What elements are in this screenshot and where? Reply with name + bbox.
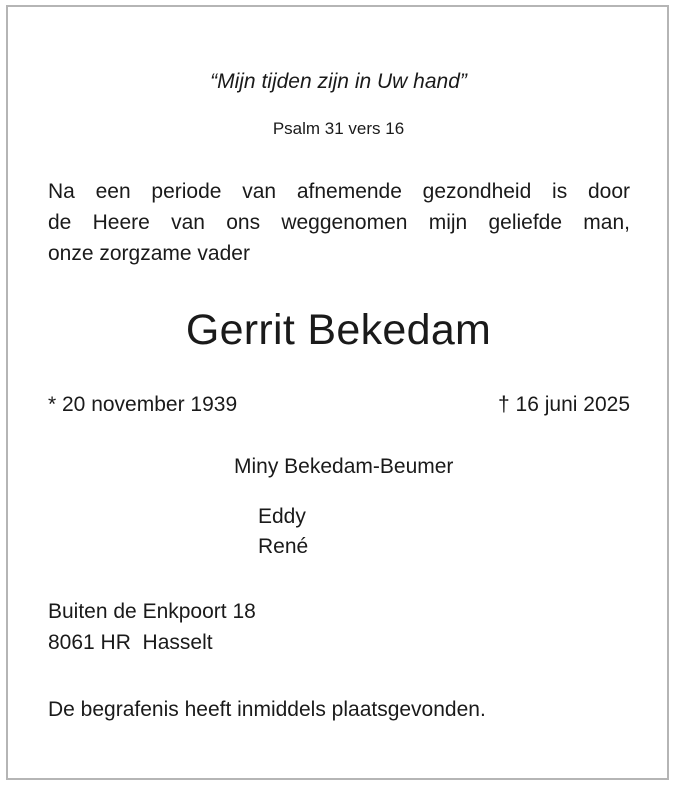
address-city: 8061 HR Hasselt	[48, 631, 213, 654]
child-name: René	[258, 535, 309, 558]
address-street: Buiten de Enkpoort 18	[48, 600, 256, 623]
deceased-name: Gerrit Bekedam	[185, 306, 492, 354]
intro-line-2: de Heere van ons weggenomen mijn geliefde man,	[48, 211, 630, 234]
spouse-name: Miny Bekedam-Beumer	[234, 455, 454, 478]
death-date: † 16 juni 2025	[498, 393, 630, 416]
bible-quote: “Mijn tijden zijn in Uw hand”	[210, 70, 467, 93]
intro-line-1: Na een periode van afnemende gezondheid is door	[48, 180, 630, 203]
birth-date: * 20 november 1939	[48, 393, 238, 416]
bible-reference: Psalm 31 vers 16	[272, 119, 405, 138]
intro-text	[48, 176, 630, 269]
child-name: Eddy	[258, 505, 306, 528]
funeral-note: De begrafenis heeft inmiddels plaatsgevonden.	[48, 698, 486, 721]
intro-line-3: onze zorgzame vader	[48, 242, 250, 265]
